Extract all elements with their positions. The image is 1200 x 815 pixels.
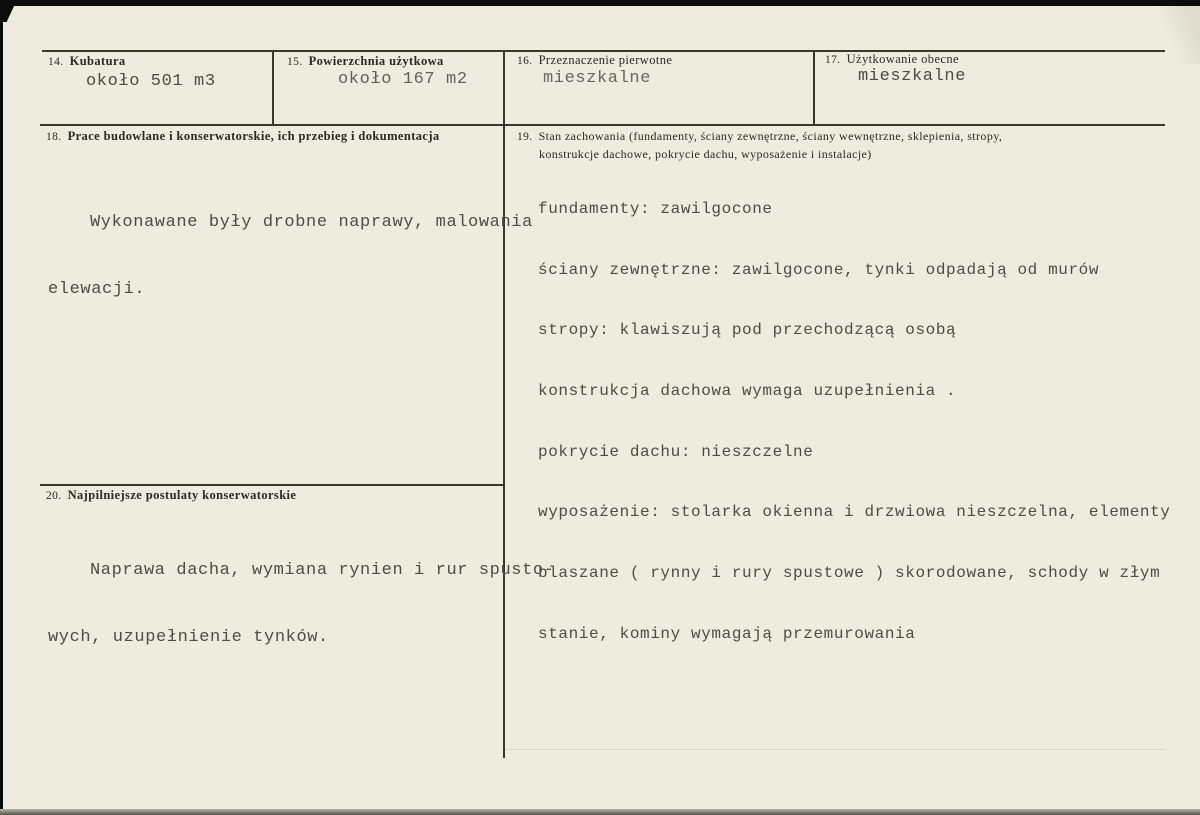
scan-edge-top <box>0 0 1200 6</box>
field-20-number: 20. <box>46 490 62 502</box>
field-19-line-4: konstrukcja dachowa wymaga uzupełnienia . <box>538 382 957 401</box>
field-19-line-6: wyposażenie: stolarka okienna i drzwiowa nieszczelna, elementy <box>538 503 1171 522</box>
field-15-label-text: Powierzchnia użytkowa <box>308 54 444 68</box>
field-17-label-text: Użytkowanie obecne <box>846 52 959 66</box>
field-15-value: około 167 m2 <box>338 70 468 89</box>
field-16-label-text: Przeznaczenie pierwotne <box>538 53 673 67</box>
field-17-number: 17. <box>825 54 841 66</box>
field-19-line-2: ściany zewnętrzne: zawilgocone, tynki odpadają od murów <box>538 260 1100 279</box>
field-19-line-1: fundamenty: zawilgocone <box>538 200 773 218</box>
field-19-line-5: pokrycie dachu: nieszczelne <box>538 442 814 461</box>
scan-corner-top-left <box>0 0 26 22</box>
field-18-number: 18. <box>46 131 62 143</box>
field-18-label-text: Prace budowlane i konserwatorskie, ich przebieg i dokumentacja <box>67 129 440 143</box>
rule-above-field-20 <box>40 484 503 486</box>
field-18-label <box>46 129 440 144</box>
rule-header-bottom <box>40 124 1165 126</box>
field-19-line-8: stanie, kominy wymagają przemurowania <box>538 624 916 643</box>
field-18-text <box>48 170 533 342</box>
field-16-label <box>517 53 672 68</box>
field-14-value: około 501 m3 <box>86 72 216 91</box>
field-19-line-3: stropy: klawiszują pod przechodzącą osobą <box>538 321 957 340</box>
paper-corner-shadow <box>1130 0 1200 64</box>
field-19-line-7: blaszane ( rynny i rury spustowe ) skorodowane, schody w złym <box>538 564 1161 583</box>
field-19-text <box>538 161 1171 683</box>
field-19-number: 19. <box>517 131 533 143</box>
field-15-label <box>287 54 444 69</box>
field-18-line-1: Wykonawane były drobne naprawy, malowania <box>90 213 533 232</box>
field-16-number: 16. <box>517 55 533 67</box>
field-20-line-1: Naprawa dacha, wymiana rynien i rur spusto- <box>90 561 555 580</box>
field-20-line-2: wych, uzupełnienie tynków. <box>48 628 329 647</box>
rule-field-19-bottom-faint <box>505 749 1165 750</box>
field-19-label <box>517 129 1002 144</box>
field-19-label-line2: konstrukcje dachowe, pokrycie dachu, wyposażenie i instalacje) <box>539 147 872 161</box>
field-18-line-2: elewacji. <box>48 280 146 299</box>
scan-edge-bottom <box>0 809 1200 815</box>
field-14-label-text: Kubatura <box>69 54 126 68</box>
divider-14-15 <box>272 51 274 124</box>
field-14-number: 14. <box>48 56 64 68</box>
field-20-text <box>48 518 554 690</box>
field-17-label <box>825 52 959 67</box>
field-14-label <box>48 54 126 69</box>
scan-edge-left <box>0 0 3 815</box>
field-19-label-text-line1: Stan zachowania (fundamenty, ściany zewnętrzne, ściany wewnętrzne, sklepienia, stropy, <box>538 129 1003 143</box>
field-17-value: mieszkalne <box>858 67 967 86</box>
divider-16-17 <box>813 51 815 124</box>
field-16-value: mieszkalne <box>543 69 652 88</box>
field-20-label <box>46 488 296 503</box>
rule-top <box>42 50 1165 52</box>
field-15-number: 15. <box>287 56 303 68</box>
field-20-label-text: Najpilniejsze postulaty konserwatorskie <box>67 488 297 502</box>
